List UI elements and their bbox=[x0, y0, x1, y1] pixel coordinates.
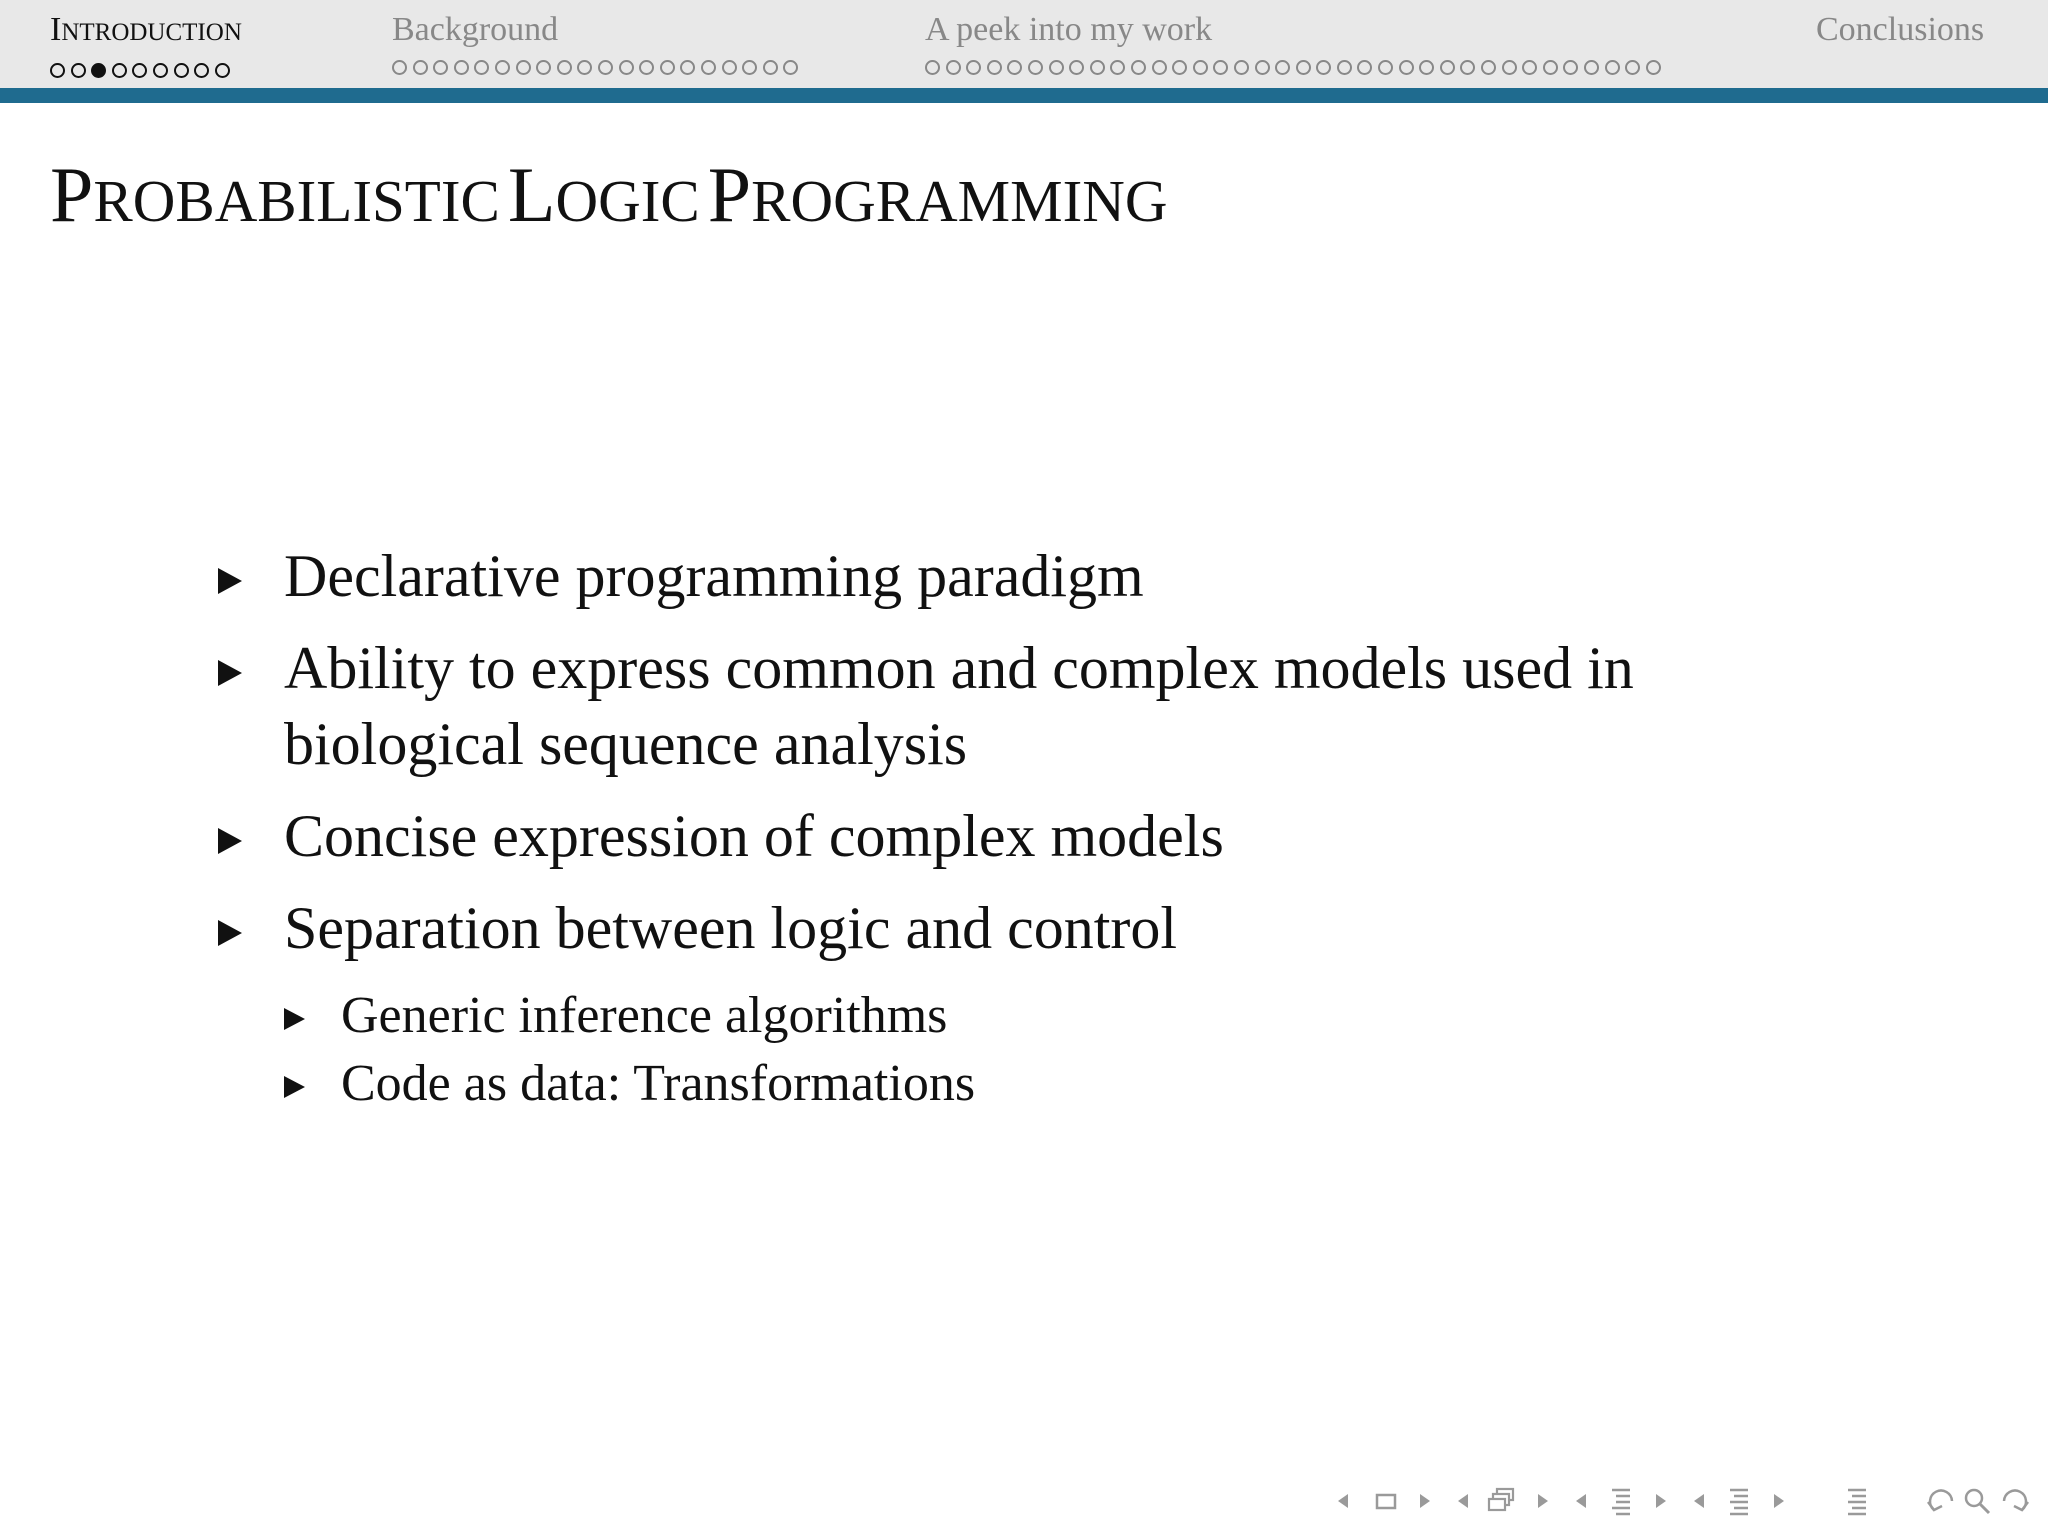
slide-dot[interactable] bbox=[1419, 60, 1434, 75]
slide-dot[interactable] bbox=[1255, 60, 1270, 75]
slide-dot[interactable] bbox=[1399, 60, 1414, 75]
slide-dot[interactable] bbox=[701, 60, 716, 75]
section-icon[interactable] bbox=[1606, 1486, 1636, 1516]
slide-dot[interactable] bbox=[1213, 60, 1228, 75]
next-frame-icon[interactable] bbox=[1418, 1486, 1432, 1516]
slide-dot[interactable] bbox=[577, 60, 592, 75]
slide-dot[interactable] bbox=[598, 60, 613, 75]
slide-dot[interactable] bbox=[925, 60, 940, 75]
bullet-triangle-icon bbox=[218, 920, 242, 946]
slide-dot[interactable] bbox=[50, 63, 65, 78]
slide-dot[interactable] bbox=[722, 60, 737, 75]
outline-icon[interactable] bbox=[1842, 1486, 1872, 1516]
slide-dot[interactable] bbox=[1316, 60, 1331, 75]
bullet-text: Separation between logic and control bbox=[284, 895, 1178, 961]
slide-dot[interactable] bbox=[454, 60, 469, 75]
slide-dot[interactable] bbox=[946, 60, 961, 75]
forward-icon[interactable] bbox=[1998, 1486, 2034, 1516]
list-item bbox=[218, 630, 1858, 782]
slide-dots bbox=[925, 60, 1666, 78]
slide-dot[interactable] bbox=[1625, 60, 1640, 75]
bullet-triangle-icon bbox=[218, 660, 242, 686]
list-item bbox=[218, 538, 1858, 614]
slide-dots bbox=[50, 63, 242, 81]
slide-dot[interactable] bbox=[174, 63, 189, 78]
prev-subsection-icon[interactable] bbox=[1456, 1486, 1470, 1516]
slide-dot[interactable] bbox=[132, 63, 147, 78]
slide-dots bbox=[392, 60, 804, 78]
next-subsection-icon[interactable] bbox=[1536, 1486, 1550, 1516]
sub-bullet-triangle-icon bbox=[284, 1076, 305, 1098]
document-icon[interactable] bbox=[1724, 1486, 1754, 1516]
bullet-triangle-icon bbox=[218, 828, 242, 854]
slide-dot[interactable] bbox=[536, 60, 551, 75]
section-title[interactable]: Conclusions bbox=[1816, 11, 1985, 48]
slide-dot[interactable] bbox=[1378, 60, 1393, 75]
sub-bullet-text: Code as data: Transformations bbox=[341, 1055, 976, 1112]
slide-dot[interactable] bbox=[112, 63, 127, 78]
slide-dot[interactable] bbox=[680, 60, 695, 75]
slide-dot[interactable] bbox=[1605, 60, 1620, 75]
slide-title: PROBABILISTIC LOGIC PROGRAMMING bbox=[50, 151, 1168, 238]
slide-dot[interactable] bbox=[742, 60, 757, 75]
slide-dot[interactable] bbox=[495, 60, 510, 75]
slide-dot[interactable] bbox=[557, 60, 572, 75]
slide-dot[interactable] bbox=[619, 60, 634, 75]
slide-dot[interactable] bbox=[215, 63, 230, 78]
sub-list-item bbox=[218, 1050, 1858, 1118]
bullet-text: Declarative programming paradigm bbox=[284, 543, 1144, 609]
current-slide-dot[interactable] bbox=[91, 63, 106, 78]
section-title[interactable]: INTRODUCTION bbox=[50, 11, 242, 48]
slide-dot[interactable] bbox=[1172, 60, 1187, 75]
header-rule bbox=[0, 88, 2048, 103]
list-item bbox=[218, 798, 1858, 874]
section-title[interactable]: A peek into my work bbox=[925, 11, 1213, 48]
list-item bbox=[218, 890, 1858, 966]
slide-dot[interactable] bbox=[413, 60, 428, 75]
section-introduction[interactable] bbox=[50, 10, 242, 81]
slide-dot[interactable] bbox=[1090, 60, 1105, 75]
slide-dot[interactable] bbox=[1460, 60, 1475, 75]
frame-icon[interactable] bbox=[1374, 1486, 1398, 1516]
subsection-icon[interactable] bbox=[1486, 1486, 1516, 1516]
bullet-list bbox=[218, 538, 1858, 1110]
slide-dot[interactable] bbox=[783, 60, 798, 75]
slide-dot[interactable] bbox=[966, 60, 981, 75]
section-title[interactable]: Background bbox=[392, 11, 559, 48]
slide-dot[interactable] bbox=[1131, 60, 1146, 75]
slide-dot[interactable] bbox=[1110, 60, 1125, 75]
bullet-text: Ability to express common and complex models used in biological sequence analysis bbox=[284, 635, 1634, 777]
slide-dot[interactable] bbox=[1502, 60, 1517, 75]
sub-list-item bbox=[218, 982, 1858, 1050]
slide-dot[interactable] bbox=[987, 60, 1002, 75]
section-peek-into-work[interactable] bbox=[925, 10, 1666, 78]
prev-frame-icon[interactable] bbox=[1336, 1486, 1350, 1516]
section-background[interactable] bbox=[392, 10, 804, 78]
slide-dot[interactable] bbox=[1028, 60, 1043, 75]
back-icon[interactable] bbox=[1922, 1486, 1958, 1516]
slide-dot[interactable] bbox=[1193, 60, 1208, 75]
slide-dot[interactable] bbox=[1275, 60, 1290, 75]
sub-bullet-list bbox=[218, 982, 1858, 1118]
prev-document-icon[interactable] bbox=[1692, 1486, 1706, 1516]
bullet-triangle-icon bbox=[218, 568, 242, 594]
slide-dot[interactable] bbox=[194, 63, 209, 78]
slide-dot[interactable] bbox=[1152, 60, 1167, 75]
slide-dot[interactable] bbox=[153, 63, 168, 78]
slide-dot[interactable] bbox=[516, 60, 531, 75]
sub-bullet-triangle-icon bbox=[284, 1008, 305, 1030]
slide-dot[interactable] bbox=[474, 60, 489, 75]
prev-section-icon[interactable] bbox=[1574, 1486, 1588, 1516]
slide-dot[interactable] bbox=[1296, 60, 1311, 75]
section-conclusions[interactable] bbox=[1816, 10, 1984, 50]
slide-dot[interactable] bbox=[1646, 60, 1661, 75]
slide-dot[interactable] bbox=[660, 60, 675, 75]
search-icon[interactable] bbox=[1962, 1486, 1992, 1516]
slide-dot[interactable] bbox=[1357, 60, 1372, 75]
slide-dot[interactable] bbox=[1522, 60, 1537, 75]
slide-dot[interactable] bbox=[433, 60, 448, 75]
bullet-text: Concise expression of complex models bbox=[284, 803, 1224, 869]
slide-dot[interactable] bbox=[763, 60, 778, 75]
slide-dot[interactable] bbox=[392, 60, 407, 75]
slide-dot[interactable] bbox=[639, 60, 654, 75]
slide-dot[interactable] bbox=[1481, 60, 1496, 75]
slide-dot[interactable] bbox=[1049, 60, 1064, 75]
slide-dot[interactable] bbox=[1563, 60, 1578, 75]
slide-dot[interactable] bbox=[71, 63, 86, 78]
slide-dot[interactable] bbox=[1543, 60, 1558, 75]
slide-dot[interactable] bbox=[1234, 60, 1249, 75]
slide-dot[interactable] bbox=[1440, 60, 1455, 75]
slide-dot[interactable] bbox=[1337, 60, 1352, 75]
next-document-icon[interactable] bbox=[1772, 1486, 1786, 1516]
slide-dot[interactable] bbox=[1584, 60, 1599, 75]
sub-bullet-text: Generic inference algorithms bbox=[341, 987, 948, 1044]
next-section-icon[interactable] bbox=[1654, 1486, 1668, 1516]
slide-dot[interactable] bbox=[1007, 60, 1022, 75]
slide-dot[interactable] bbox=[1069, 60, 1084, 75]
